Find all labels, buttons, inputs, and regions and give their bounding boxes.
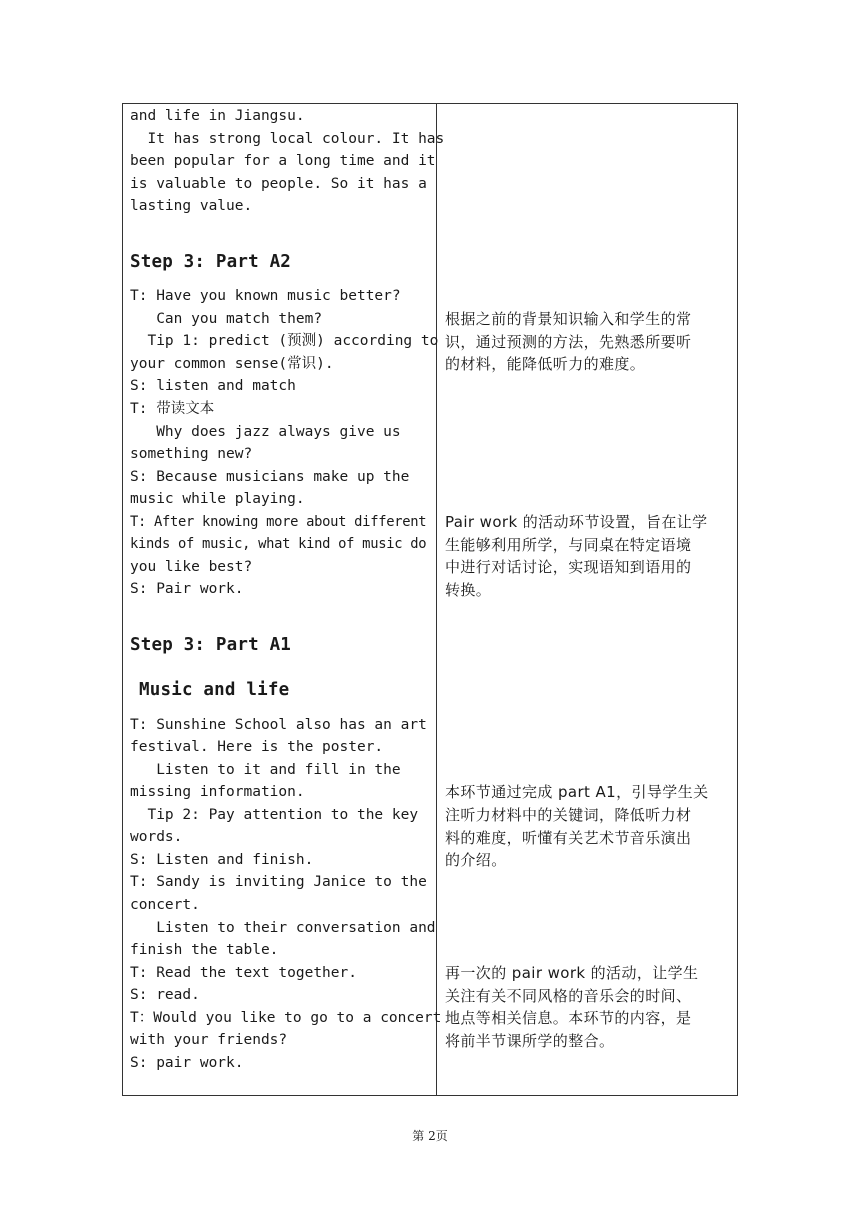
step-a2-line: Can you match them? bbox=[130, 311, 323, 327]
step-a1-line: Listen to their conversation and bbox=[130, 920, 436, 936]
step-a1-line: S: pair work. bbox=[130, 1055, 244, 1071]
note-2-line: Pair work 的活动环节设置，旨在让学 bbox=[445, 513, 708, 531]
note-4-line: 再一次的 pair work 的活动，让学生 bbox=[445, 964, 699, 982]
note-3-line: 本环节通过完成 part A1，引导学生关 bbox=[445, 783, 709, 801]
note-1-line: 根据之前的背景知识输入和学生的常 bbox=[445, 310, 692, 328]
step-a2-line: music while playing. bbox=[130, 491, 305, 507]
note-2-line: 生能够利用所学，与同桌在特定语境 bbox=[445, 536, 692, 554]
intro-line: is valuable to people. So it has a bbox=[130, 176, 427, 192]
note-4-line: 将前半节课所学的整合。 bbox=[445, 1032, 615, 1050]
step-a1-line: missing information. bbox=[130, 784, 305, 800]
step-a2-line: your common sense(常识). bbox=[130, 356, 334, 372]
step-a1-subheading: Music and life bbox=[139, 680, 290, 700]
step-a1-line: S: Listen and finish. bbox=[130, 852, 314, 868]
step-a2-line: S: Pair work. bbox=[130, 581, 244, 597]
step-a2-line: Why does jazz always give us bbox=[130, 424, 401, 440]
step-a1-line: T: Read the text together. bbox=[130, 965, 357, 981]
intro-line: and life in Jiangsu. bbox=[130, 108, 305, 124]
note-1-line: 识，通过预测的方法，先熟悉所要听 bbox=[445, 333, 692, 351]
step-a2-line: T: Have you known music better? bbox=[130, 288, 401, 304]
note-1-line: 的材料，能降低听力的难度。 bbox=[445, 355, 646, 373]
step-a1-line: T: Sandy is inviting Janice to the bbox=[130, 874, 427, 890]
note-3-line: 的介绍。 bbox=[445, 851, 507, 869]
step-a1-line: festival. Here is the poster. bbox=[130, 739, 384, 755]
step-a1-line: T：Would you like to go to a concert bbox=[130, 1010, 442, 1026]
note-2-line: 中进行对话讨论，实现语知到语用的 bbox=[445, 558, 692, 576]
step-a1-line: concert. bbox=[130, 897, 200, 913]
step-a2-line: Tip 1: predict (预测) according to bbox=[130, 333, 439, 349]
step-a2-line: you like best? bbox=[130, 559, 253, 575]
step-a2-line: S: listen and match bbox=[130, 378, 296, 394]
note-3-line: 注听力材料中的关键词，降低听力材 bbox=[445, 806, 692, 824]
note-3-line: 料的难度，听懂有关艺术节音乐演出 bbox=[445, 829, 692, 847]
note-4-line: 关注有关不同风格的音乐会的时间、 bbox=[445, 987, 692, 1005]
step-a1-line: Tip 2: Pay attention to the key bbox=[130, 807, 419, 823]
step-a1-line: T: Sunshine School also has an art bbox=[130, 717, 427, 733]
intro-line: lasting value. bbox=[130, 198, 253, 214]
step-a2-line: kinds of music, what kind of music do bbox=[130, 536, 427, 552]
step-a2-line: S: Because musicians make up the bbox=[130, 469, 410, 485]
intro-line: It has strong local colour. It has bbox=[130, 131, 445, 147]
step-a1-line: S: read. bbox=[130, 987, 200, 1003]
intro-line: been popular for a long time and it bbox=[130, 153, 436, 169]
step-a1-heading: Step 3: Part A1 bbox=[130, 635, 292, 655]
step-a1-line: with your friends? bbox=[130, 1032, 288, 1048]
column-divider bbox=[436, 103, 437, 1096]
step-a2-line: something new? bbox=[130, 446, 253, 462]
step-a1-line: Listen to it and fill in the bbox=[130, 762, 401, 778]
step-a2-line: T: 带读文本 bbox=[130, 401, 215, 417]
step-a1-line: words. bbox=[130, 829, 183, 845]
step-a2-heading: Step 3: Part A2 bbox=[130, 252, 292, 272]
step-a1-line: finish the table. bbox=[130, 942, 279, 958]
note-2-line: 转换。 bbox=[445, 581, 492, 599]
page-number: 第 2页 bbox=[412, 1129, 448, 1143]
note-4-line: 地点等相关信息。本环节的内容，是 bbox=[445, 1009, 692, 1027]
step-a2-line: T: After knowing more about different bbox=[130, 514, 427, 530]
